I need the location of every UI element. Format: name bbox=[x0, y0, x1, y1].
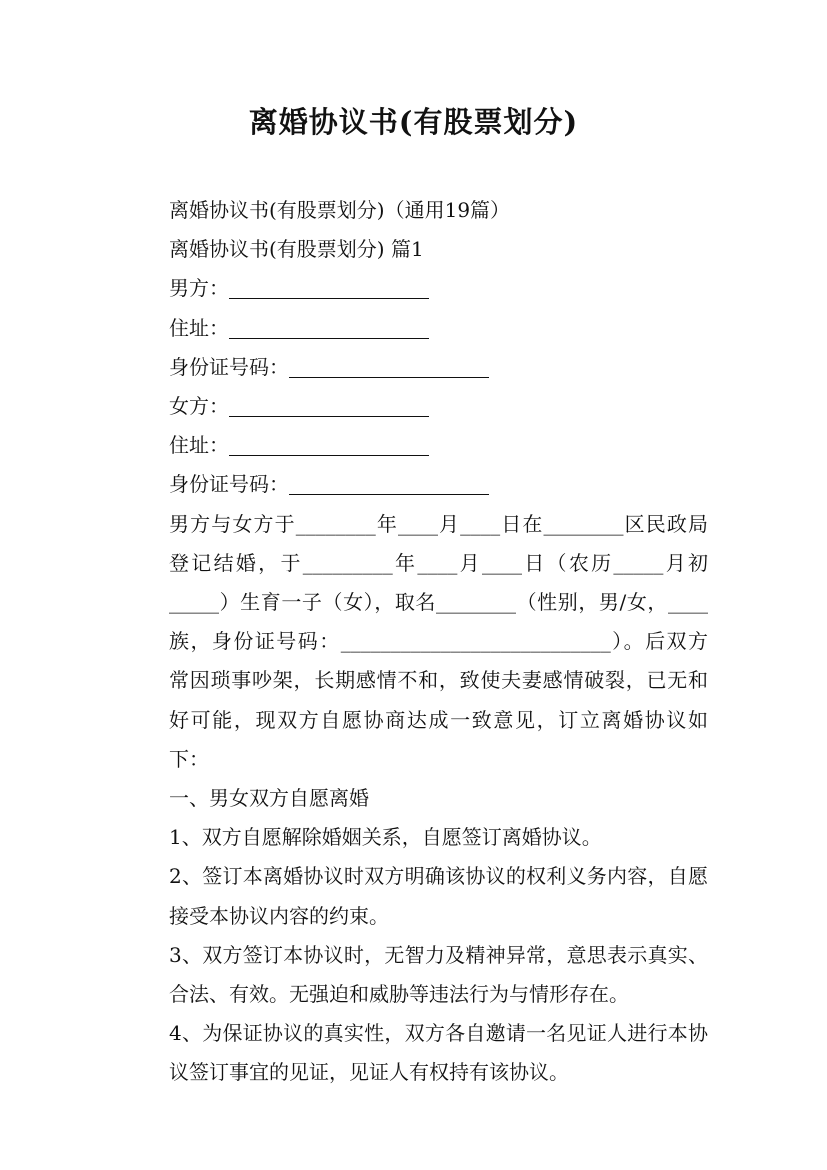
female-id-field bbox=[128, 465, 708, 504]
female-name-field bbox=[128, 387, 708, 426]
male-id-blank bbox=[289, 355, 489, 378]
section-title: 离婚协议书(有股票划分) 篇1 bbox=[169, 237, 424, 262]
male-id-label: 身份证号码： bbox=[169, 354, 289, 379]
clause-item: 4、为保证协议的真实性，双方各自邀请一名见证人进行本协议签订事宜的见证，见证人有权持有该协议。 bbox=[169, 1021, 708, 1085]
male-name-field bbox=[128, 269, 708, 308]
document-title: 离婚协议书(有股票划分) bbox=[248, 105, 579, 139]
heading-voluntary-divorce: 一、男女双方自愿离婚 bbox=[169, 785, 369, 810]
document-subtitle: 离婚协议书(有股票划分)（通用19篇） bbox=[169, 198, 511, 222]
female-address-label: 住址： bbox=[169, 433, 229, 458]
clause-item: 3、双方签订本协议时，无智力及精神异常，意思表示真实、合法、有效。无强迫和威胁等违法行为与情形存在。 bbox=[169, 942, 708, 1006]
female-name-label: 女方： bbox=[169, 393, 229, 418]
female-name-blank bbox=[229, 394, 429, 417]
intro-paragraph: 男方与女方于________年____月____日在________区民政局登记结婚，于_________年____月____日（农历_____月初_____）生育一子（女），取名________（性别，男/女，____族，身份证号码：___________________________）。后双方常因琐事吵架，长期感情不和，致使夫妻感情破裂，已无和好可能，现双方自愿协商达成一致意见，订立离婚协议如下： bbox=[169, 511, 708, 771]
male-name-blank bbox=[229, 276, 429, 299]
male-name-label: 男方： bbox=[169, 276, 229, 301]
document-body bbox=[128, 191, 708, 1093]
clause-item: 2、签订本离婚协议时双方明确该协议的权利义务内容，自愿接受本协议内容的约束。 bbox=[169, 864, 708, 928]
male-address-label: 住址： bbox=[169, 315, 229, 340]
clause-item: 1、双方自愿解除婚姻关系，自愿签订离婚协议。 bbox=[169, 825, 602, 850]
female-id-label: 身份证号码： bbox=[169, 472, 289, 497]
male-address-field bbox=[128, 309, 708, 348]
female-address-blank bbox=[229, 433, 429, 456]
female-id-blank bbox=[289, 472, 489, 495]
male-id-field bbox=[128, 348, 708, 387]
female-address-field bbox=[128, 426, 708, 465]
male-address-blank bbox=[229, 316, 429, 339]
